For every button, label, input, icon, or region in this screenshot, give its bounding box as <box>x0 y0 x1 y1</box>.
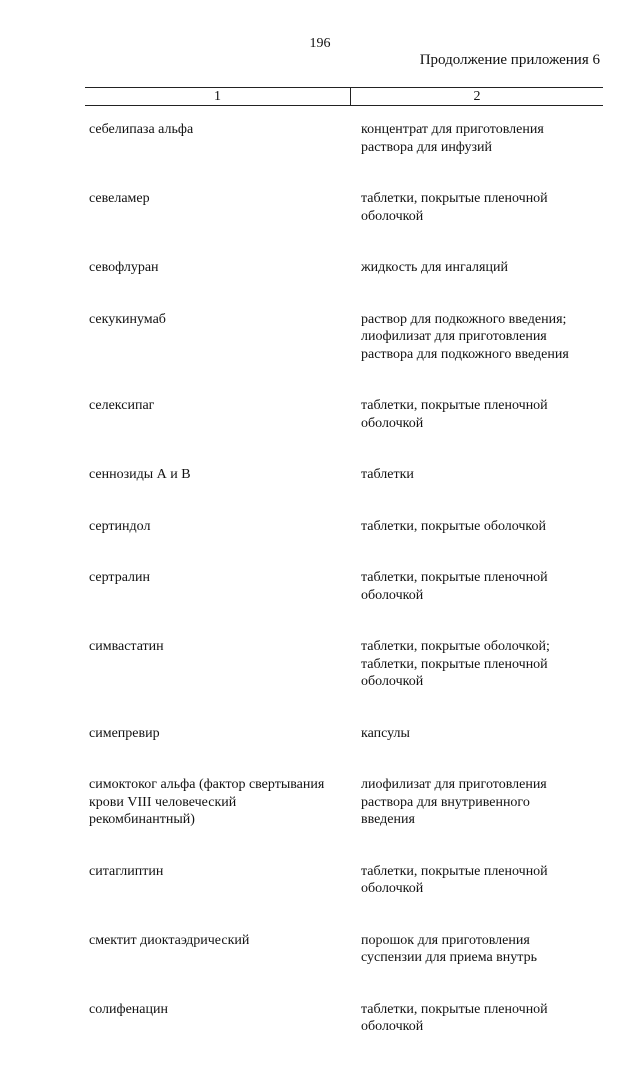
dosage-form: таблетки, покрытые оболочкой; таблетки, покрытые пленочной оболочкой <box>361 639 550 689</box>
dosage-form: порошок для приготовления суспензии для приема внутрь <box>361 932 537 965</box>
dosage-form: таблетки, покрытые пленочной оболочкой <box>361 1001 548 1034</box>
table-header <box>85 87 603 106</box>
drug-name: симвастатин <box>89 639 164 654</box>
drug-name: смектит диоктаэдрический <box>89 932 250 948</box>
dosage-form: таблетки, покрытые пленочной оболочкой <box>361 570 548 603</box>
table-row <box>89 311 609 364</box>
drug-name: себелипаза альфа <box>89 122 194 137</box>
drug-name: севофлуран <box>89 260 159 275</box>
table-row <box>89 569 609 604</box>
table-row <box>89 725 609 743</box>
dosage-form: жидкость для ингаляций <box>361 260 508 275</box>
table-row <box>89 121 609 156</box>
header-col-1: 1 <box>85 88 351 105</box>
page-number: 196 <box>309 36 331 51</box>
table-row <box>89 466 609 484</box>
table-body <box>89 121 609 1070</box>
dosage-form: таблетки, покрытые пленочной оболочкой <box>361 398 548 431</box>
dosage-form: капсулы <box>361 725 410 741</box>
drug-name: секукинумаб <box>89 311 166 327</box>
dosage-form: таблетки <box>361 467 414 482</box>
table-row <box>89 259 609 277</box>
drug-name: сеннозиды А и В <box>89 467 191 482</box>
table-row <box>89 638 609 691</box>
table-row <box>89 863 609 898</box>
drug-name: севеламер <box>89 191 150 206</box>
drug-name: селексипаг <box>89 398 155 413</box>
dosage-form: таблетки, покрытые пленочной оболочкой <box>361 191 548 224</box>
table-row <box>89 932 609 967</box>
drug-name: солифенацин <box>89 1001 168 1017</box>
dosage-form: концентрат для приготовления раствора для инфузий <box>361 122 544 155</box>
dosage-form: таблетки, покрытые пленочной оболочкой <box>361 863 548 896</box>
header-col-2: 2 <box>473 89 481 104</box>
table-row <box>89 776 609 829</box>
drug-name: ситаглиптин <box>89 863 164 879</box>
table-row <box>89 518 609 536</box>
drug-name: сертиндол <box>89 518 151 534</box>
table-row <box>89 190 609 225</box>
dosage-form: таблетки, покрытые оболочкой <box>361 518 547 534</box>
drug-name: симоктоког альфа (фактор свертывания крови VIII человеческий рекомбинантный) <box>89 777 325 827</box>
drug-name: симепревир <box>89 725 160 741</box>
table-row <box>89 397 609 432</box>
dosage-form: лиофилизат для приготовления раствора для внутривенного введения <box>361 777 547 827</box>
table-row <box>89 1001 609 1036</box>
appendix-title: Продолжение приложения 6 <box>419 52 600 68</box>
dosage-form: раствор для подкожного введения; лиофилизат для приготовления раствора для подкожного введения <box>361 311 569 362</box>
drug-name: сертралин <box>89 570 151 585</box>
